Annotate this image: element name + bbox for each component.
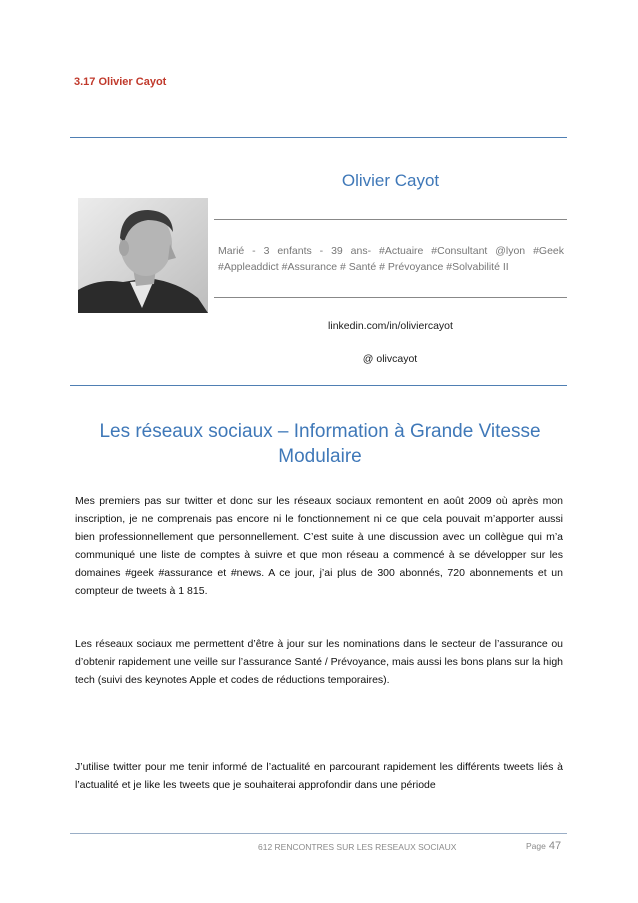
header-divider-bottom (70, 385, 567, 386)
paragraph-3: J’utilise twitter pour me tenir informé de l’actualité en parcourant rapidement les différents tweets liés à l’actualité et je like les tweets que je souhaiterai approfondir dans une période (75, 761, 563, 791)
profile-divider-bottom (214, 297, 567, 298)
paragraph-2: Les réseaux sociaux me permettent d’être à jour sur les nominations dans le secteur de l’assurance ou d’obtenir rapidement une veille sur l’assurance Santé / Prévoyance, mais aussi les bons plans sur la high tech (suivi des keynotes Apple et codes de réductions temporaires). (75, 638, 563, 686)
footer-divider (70, 833, 567, 834)
portrait-image (78, 198, 208, 313)
header-divider-top (70, 137, 567, 138)
page-label: Page (526, 841, 546, 851)
twitter-handle[interactable]: @ olivcayot (362, 353, 418, 365)
article-title: Les réseaux sociaux – Information à Grande Vitesse Modulaire (99, 421, 541, 467)
linkedin-link[interactable]: linkedin.com/in/oliviercayot (328, 320, 453, 332)
profile-bio: Marié - 3 enfants - 39 ans- #Actuaire #Consultant @lyon #Geek #Appleaddict #Assurance # Santé # Prévoyance #Solvabilité II (218, 245, 564, 273)
page-number: 47 (548, 840, 562, 852)
footer-text: 612 RENCONTRES SUR LES RESEAUX SOCIAUX (258, 842, 457, 852)
page-indicator (526, 840, 561, 852)
section-title: 3.17 Olivier Cayot (74, 76, 167, 88)
profile-name: Olivier Cayot (341, 171, 440, 190)
paragraph-1: Mes premiers pas sur twitter et donc sur les réseaux sociaux remontent en août 2009 où après mon inscription, je ne comprenais pas encore ni le fonctionnement ni ce que cela pouvait m’apporter aussi bien professionnellement que personnellement. C’est suite à une discussion avec un collègue qui m’a communiqué une liste de comptes à suivre et que mon réseau a commencé à se développer sur les domaines #geek #assurance et #news. A ce jour, j’ai plus de 300 abonnés, 720 abonnements et un compteur de tweets à 1 815. (75, 495, 563, 597)
profile-photo (78, 198, 208, 313)
profile-divider-top (214, 219, 567, 220)
